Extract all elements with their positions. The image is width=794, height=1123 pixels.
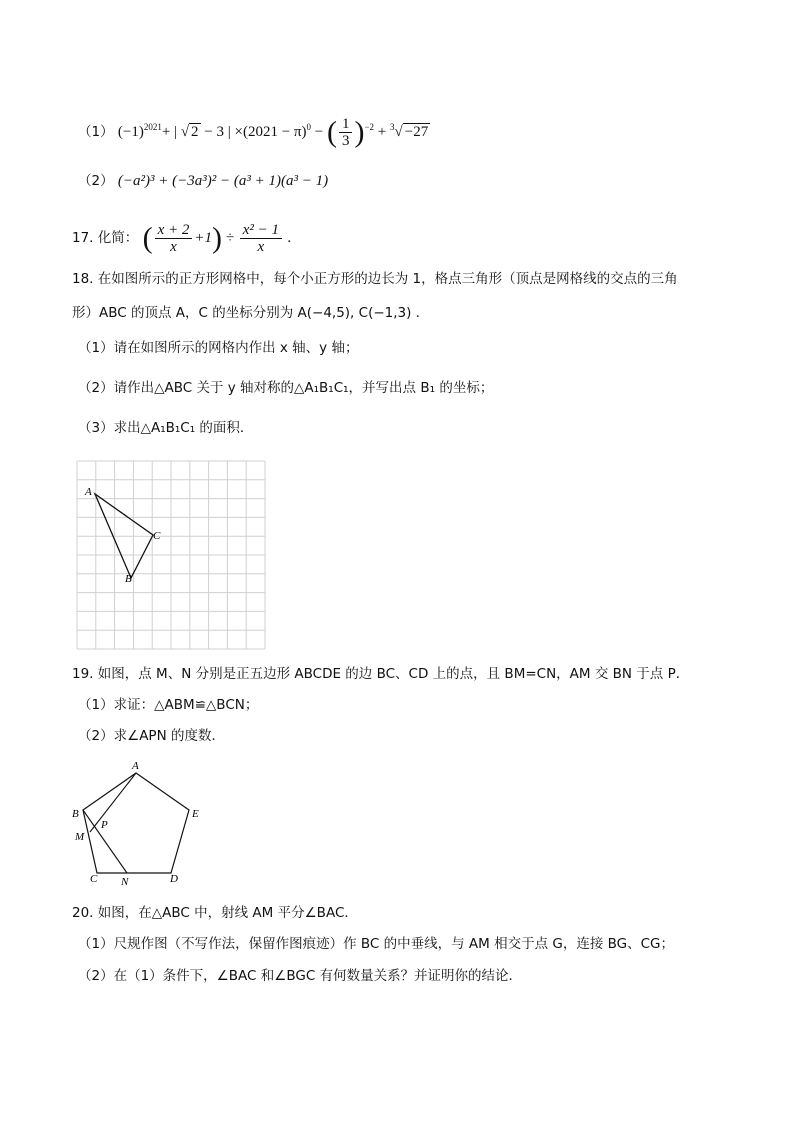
p20-q1: （1）尺规作图（不写作法，保留作图痕迹）作 BC 的中垂线，与 AM 相交于点 G，连接 BG、CG；: [78, 936, 675, 952]
p17-label: 17. 化简：: [72, 229, 139, 246]
label-n: N: [121, 876, 129, 888]
p20-q2: （2）在（1）条件下，∠BAC 和∠BGC 有何数量关系？并证明你的结论．: [78, 968, 523, 984]
p18-line1: 18. 在如图所示的正方形网格中，每个小正方形的边长为 1，格点三角形（顶点是网格线的交点的三角: [72, 271, 678, 287]
p18-q2: （2）请作出△ABC 关于 y 轴对称的△A₁B₁C₁，并写出点 B₁ 的坐标；: [78, 380, 494, 396]
label-c: C: [90, 873, 98, 885]
pentagon-figure: [70, 756, 210, 888]
p19-line1: 19. 如图，点 M、N 分别是正五边形 ABCDE 的边 BC、CD 上的点，且 BM=CN，AM 交 BN 于点 P．: [72, 666, 690, 682]
segment-am: [90, 773, 136, 832]
p16-item2: [78, 171, 734, 191]
label-d: D: [170, 873, 178, 885]
p18-q3: （3）求出△A₁B₁C₁ 的面积．: [78, 420, 254, 436]
p17-expr: ( $\frac{x + 2}{x}$ +1) ÷ $\frac{\text{x² − 1}}{x}$ .: [142, 221, 292, 255]
p20-line1: 20. 如图，在△ABC 中，射线 AM 平分∠BAC．: [72, 905, 358, 921]
p16-item1-expr: $(-1)^{2021}+$ | √ 2 − 3 | $\times(2021 - \pi)^0$ − ( $\frac{1}{3}$ )$^{-2}$ + $^3$√ −27: [117, 115, 429, 149]
p19-q1: （1）求证：△ABM≌△BCN；: [78, 697, 259, 713]
p18-line2: 形）ABC 的顶点 A，C 的坐标分别为 A(−4,5), C(−1,3) .: [72, 305, 420, 321]
p18-q1: （1）请在如图所示的网格内作出 x 轴、y 轴；: [78, 340, 359, 356]
label-m: M: [75, 831, 85, 843]
label-p: P: [101, 819, 108, 831]
label-c: C: [153, 530, 161, 542]
p16-item1-label: （1）: [78, 123, 114, 140]
p16-item2-label: （2）: [78, 173, 114, 189]
pentagon-abcde: [83, 773, 189, 873]
label-b: B: [125, 573, 132, 585]
label-a: A: [85, 486, 92, 498]
label-e: E: [192, 808, 199, 820]
label-b: B: [72, 808, 79, 820]
grid-lines: [77, 461, 265, 649]
grid-figure: [76, 460, 266, 650]
p16-item2-expr: (−a²)³ + (−3a³)² − (a³ + 1)(a³ − 1): [117, 173, 329, 189]
label-a: A: [132, 760, 139, 772]
p19-q2: （2）求∠APN 的度数．: [78, 728, 225, 744]
p17: [72, 222, 734, 255]
p16-item1: [78, 116, 734, 149]
